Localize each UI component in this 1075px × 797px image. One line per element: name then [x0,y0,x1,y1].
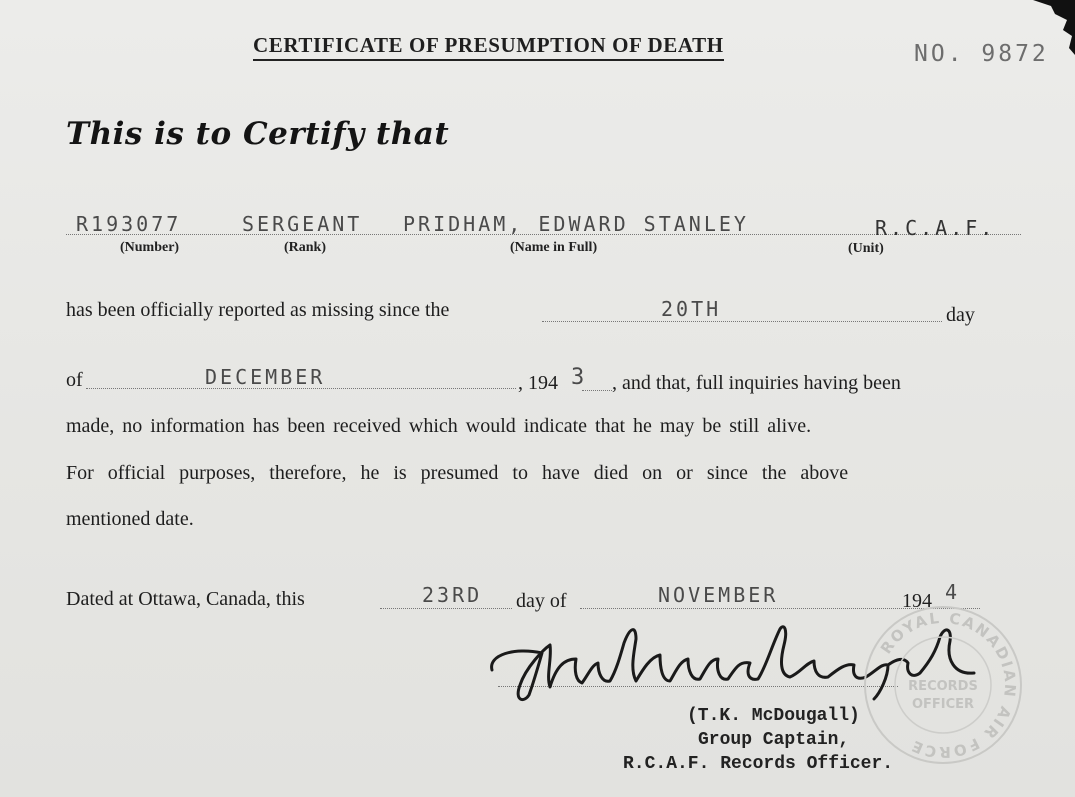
label-number: (Number) [120,240,180,255]
signatory-name: (T.K. McDougall) [687,706,860,726]
of-word: of [66,369,83,391]
missing-year-digit: 3 [571,365,588,390]
dated-month-value: NOVEMBER [658,583,779,607]
dated-year-digit: 4 [945,580,961,604]
seal-outer-text: ROYAL CANADIAN AIR FORCE [876,608,1020,762]
label-unit: (Unit) [848,241,884,256]
missing-day-line [542,321,942,322]
dated-prefix: Dated at Ottawa, Canada, this [66,588,305,610]
seal-inner-text-1: RECORDS [908,679,978,694]
missing-text: has been officially reported as missing since the [66,299,450,321]
records-officer-seal [858,600,1028,770]
missing-year-prefix: , 194 [518,372,558,394]
day-of-text: day of [516,590,567,612]
label-rank: (Rank) [284,240,327,255]
inquiries-text: , and that, full inquiries having been [612,372,901,394]
label-name: (Name in Full) [510,240,598,255]
signatory-office: R.C.A.F. Records Officer. [623,754,894,774]
full-name-value: PRIDHAM, EDWARD STANLEY [403,212,749,236]
certify-heading: This is to Certify that [66,116,450,152]
dated-year-prefix: 194 [902,590,932,612]
missing-year-line [582,390,612,391]
certificate-number: NO. 9872 [914,41,1049,67]
signatory-rank: Group Captain, [698,730,850,750]
unit-value: R.C.A.F. [875,216,996,240]
certificate-title: CERTIFICATE OF PRESUMPTION OF DEATH [253,33,724,61]
paragraph-line-1: made, no information has been received which would indicate that he may be still alive. [66,415,812,437]
missing-month-value: DECEMBER [205,365,326,389]
rank-value: SERGEANT [242,212,363,236]
service-number: R193077 [76,212,182,236]
dated-day-value: 23RD [422,583,483,607]
dated-day-line [380,608,512,609]
paragraph-line-2: For official purposes, therefore, he is presumed to have died on or since the above [66,462,849,484]
paragraph-line-3: mentioned date. [66,508,194,530]
day-word: day [946,304,975,326]
seal-inner-text-2: OFFICER [911,697,975,712]
missing-day-value: 20TH [661,297,722,321]
